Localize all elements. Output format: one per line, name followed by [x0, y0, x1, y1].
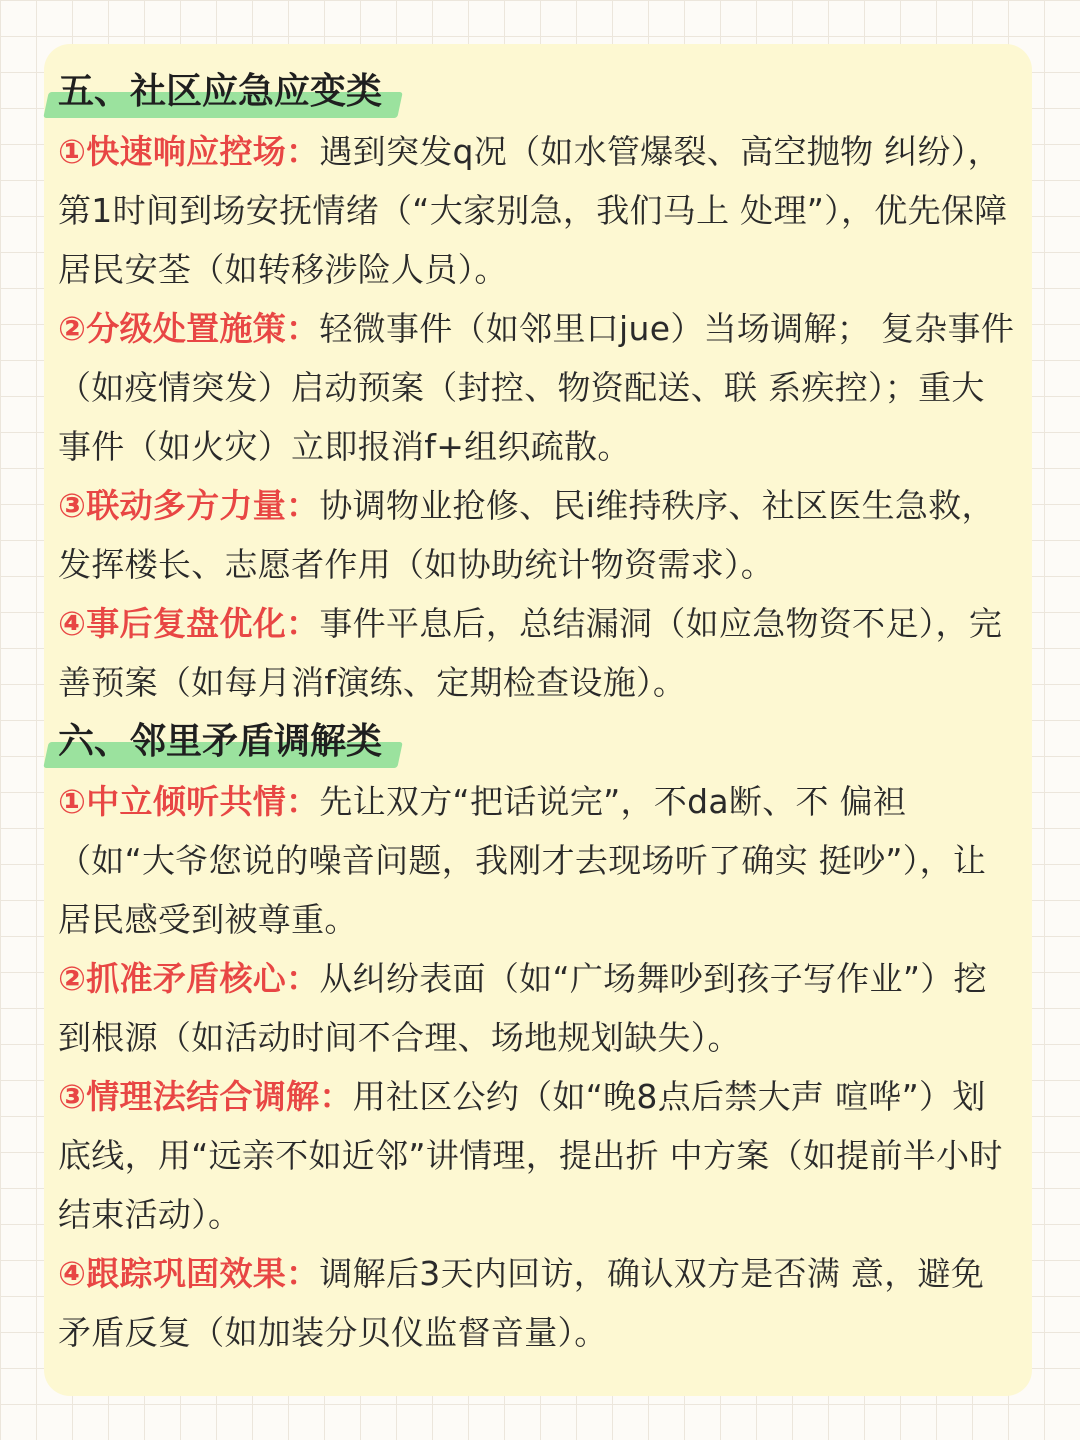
- item-text: 从纠纷表面（如“广场舞吵到孩子写作业”）挖到根源（如活动时间不合理、场地规划缺失）。: [58, 959, 987, 1057]
- list-item: [58, 949, 1016, 1067]
- section-title: [58, 62, 392, 122]
- list-item: [58, 1067, 1016, 1244]
- item-text: 事件平息后，总结漏洞（如应急物资不足），完善预案（如每月消f演练、定期检查设施）。: [58, 604, 1003, 702]
- item-label: ②抓准矛盾核心：: [58, 959, 320, 998]
- content-card: [44, 44, 1032, 1396]
- section-mediation: [58, 712, 1016, 1362]
- list-item: [58, 1244, 1016, 1362]
- item-text: 用社区公约（如“晚8点后禁大声 喧哗”）划底线，用“远亲不如近邻”讲情理，提出折 中方案（如提前半小时结束活动）。: [58, 1077, 1003, 1234]
- item-text: 轻微事件（如邻里口jue）当场调解； 复杂事件（如疫情突发）启动预案（封控、物资配送、联 系疾控）；重大事件（如火灾）立即报消f+组织疏散。: [58, 309, 1015, 466]
- section-emergency: [58, 62, 1016, 712]
- list-item: [58, 122, 1016, 299]
- item-label: ④跟踪巩固效果：: [58, 1254, 320, 1293]
- item-label: ②分级处置施策：: [58, 309, 320, 348]
- item-text: 遇到突发q况（如水管爆裂、高空抛物 纠纷），第1时间到场安抚情绪（“大家别急，我们马上 处理”），优先保障居民安荃（如转移涉险人员）。: [58, 132, 1008, 289]
- list-item: [58, 594, 1016, 712]
- list-item: [58, 772, 1016, 949]
- list-item: [58, 299, 1016, 476]
- item-label: ①快速响应控场：: [58, 132, 320, 171]
- item-text: 调解后3天内回访，确认双方是否满 意，避免矛盾反复（如加装分贝仪监督音量）。: [58, 1254, 985, 1352]
- item-text: 先让双方“把话说完”，不da断、不 偏袒（如“大爷您说的噪音问题，我刚才去现场听了确实 挺吵”），让居民感受到被尊重。: [58, 782, 987, 939]
- item-text: 协调物业抢修、民i维持秩序、社区医生急救，发挥楼长、志愿者作用（如协助统计物资需求）。: [58, 486, 995, 584]
- section-title: [58, 712, 392, 772]
- item-label: ③联动多方力量：: [58, 486, 320, 525]
- item-label: ①中立倾听共情：: [58, 782, 320, 821]
- item-label: ④事后复盘优化：: [58, 604, 320, 643]
- section-title-text: 五、社区应急应变类: [58, 71, 383, 112]
- item-label: ③情理法结合调解：: [58, 1077, 353, 1116]
- section-title-text: 六、邻里矛盾调解类: [58, 721, 383, 762]
- list-item: [58, 476, 1016, 594]
